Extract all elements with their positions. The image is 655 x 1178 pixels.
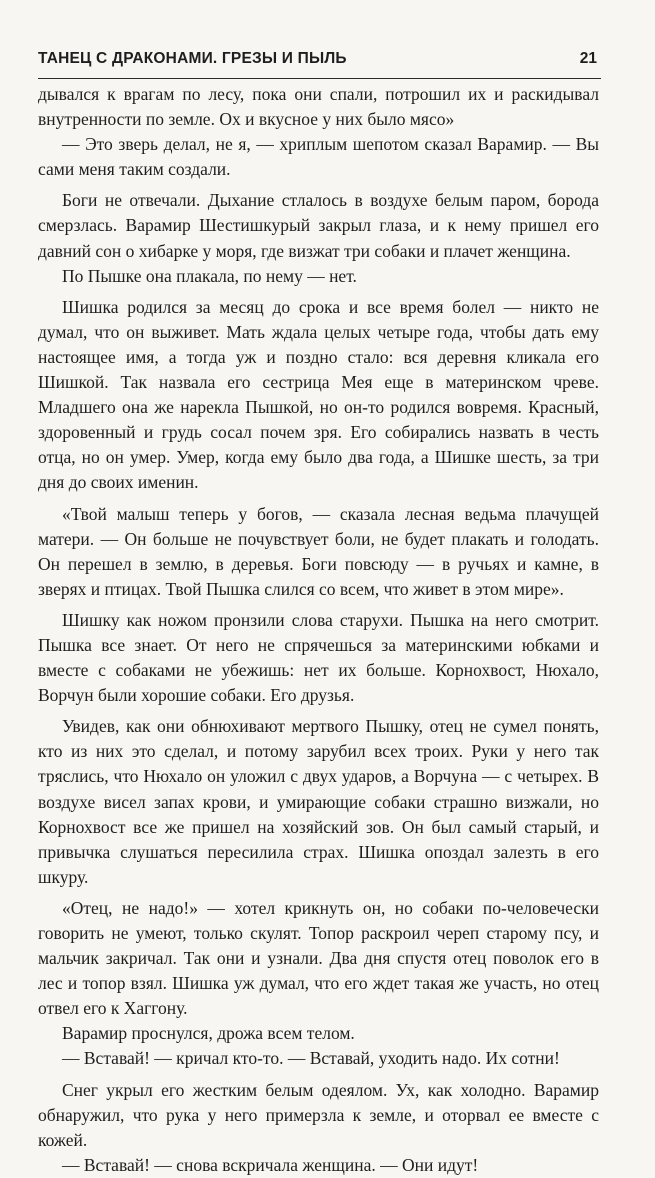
paragraph: — Вставай! — кричал кто-то. — Вставай, уходить надо. Их сотни! <box>62 1048 560 1069</box>
paragraph: «Твой малыш теперь у богов, — сказала лесная ведьма плачущей матери. — Он больше не почувствует боли, не будет плакать и голодать. Он перешел в землю, в деревья. Боги повсюду — в ручьях и камне, в зверях и птицах. Твой Пышка слился со всем, что живет в этом мире». <box>38 503 599 599</box>
paragraph: Увидев, как они обнюхивают мертвого Пышку, отец не сумел понять, кто из них это сделал, и потому зарубил всех троих. Руки у него так тряслись, что Нюхало он уложил с двух ударов, а Ворчуна — с четырех. В воздухе висел запах крови, и умирающие собаки страшно визжали, но Корнохвост все же пришел на хозяйский зов. Он был самый старый, и привычка слушаться пересилила страх. Шишка опоздал залезть в его шкуру. <box>38 716 599 887</box>
paragraph: дывался к врагам по лесу, пока они спали, потрошил их и раскидывал внутренности по земле. Ох и вкусное у них было мясо» <box>38 84 599 130</box>
page-number: 21 <box>579 50 597 67</box>
paragraph: Шишку как ножом пронзили слова старухи. Пышка на него смотрит. Пышка все знает. От него не спрячешься за материнскими юбками и вместе с собаками не убежишь: нет их больше. Корнохвост, Нюхало, Ворчун были хорошие собаки. Его друзья. <box>38 609 599 706</box>
running-header <box>38 48 601 79</box>
header-title: ТАНЕЦ С ДРАКОНАМИ. ГРЕЗЫ И ПЫЛЬ <box>38 50 347 67</box>
paragraph: «Отец, не надо!» — хотел крикнуть он, но собаки по-человечески говорить не умеют, только скулят. Топор раскроил череп старому псу, и мальчик закричал. Так они и узнали. Два дня спустя отец поволок его в лес и топор взял. Шишка уж думал, что его ждет такая же участь, но отец отвел его к Хаггону. <box>38 897 599 1019</box>
paragraph: Боги не отвечали. Дыхание стлалось в воздухе белым паром, борода смерзлась. Варамир Шестишкурый закрыл глаза, и к нему пришел его давний сон о хибарке у моря, где визжат три собаки и плачет женщина. <box>38 190 599 261</box>
paragraph: По Пышке она плакала, по нему — нет. <box>62 265 357 286</box>
body-text <box>38 82 599 1178</box>
paragraph: — Это зверь делал, не я, — хриплым шепотом сказал Варамир. — Вы сами меня таким создали. <box>38 134 599 180</box>
paragraph: Варамир проснулся, дрожа всем телом. <box>62 1023 355 1044</box>
paragraph: Снег укрыл его жестким белым одеялом. Ух, как холодно. Варамир обнаружил, что рука у него примерзла к земле, и оторвал ее вместе с кожей. <box>38 1079 599 1150</box>
paragraph: Шишка родился за месяц до срока и все время болел — никто не думал, что он выживет. Мать ждала целых четыре года, чтобы дать ему настоящее имя, а тогда уж и поздно стало: вся деревня кликала его Шишкой. Так назвала его сестрица Мея еще в материнском чреве. Младшего она же нарекла Пышкой, но он-то родился вовремя. Красный, здоровенный и грудь сосал почем зря. Его собирались назвать в честь отца, но он умер. Умер, когда ему было два года, а Шишке шесть, за три дня до своих именин. <box>38 296 599 493</box>
paragraph: — Вставай! — снова вскричала женщина. — Они идут! <box>62 1154 479 1175</box>
